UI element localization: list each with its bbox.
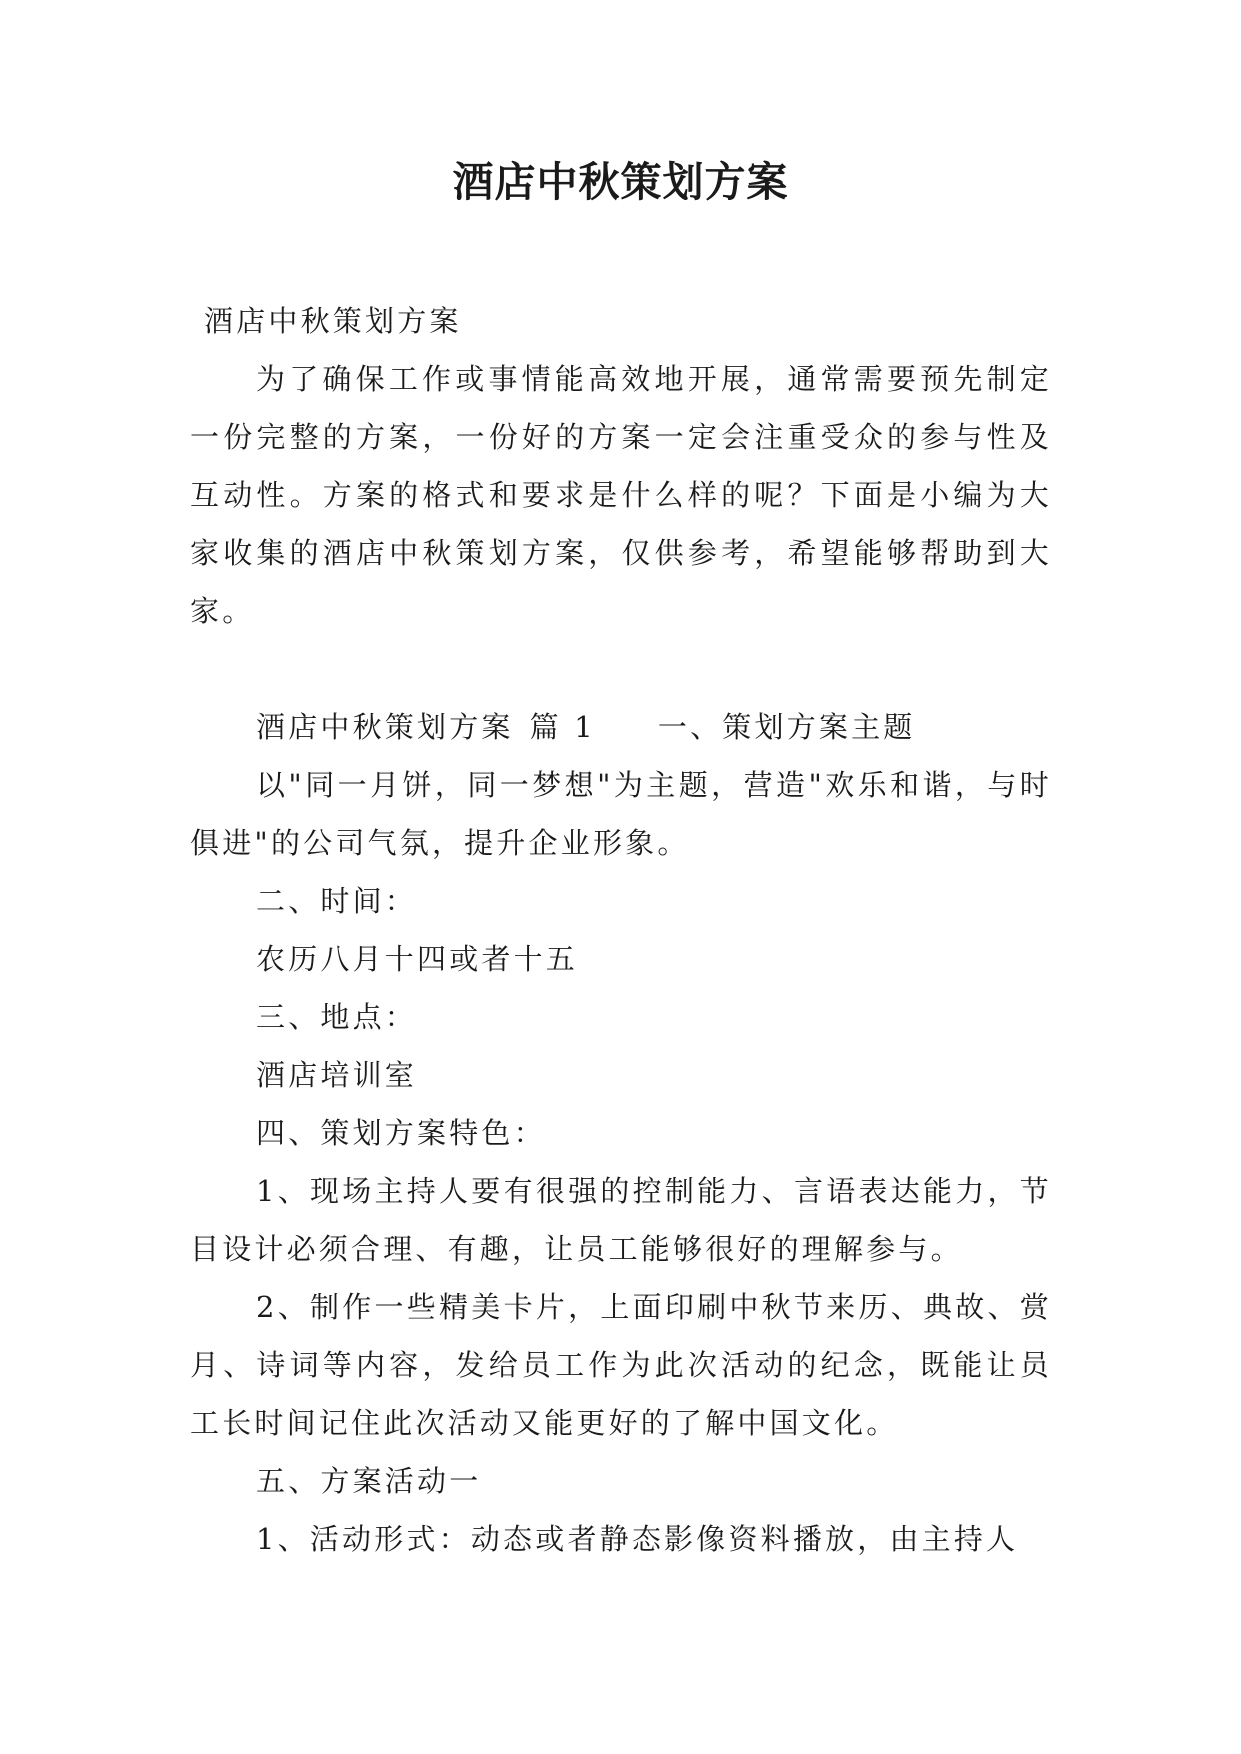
feature-item-1: 1、现场主持人要有很强的控制能力、言语表达能力，节目设计必须合理、有趣，让员工能够很好的理解参与。 bbox=[190, 1174, 1052, 1266]
part-heading: 酒店中秋策划方案 bbox=[256, 710, 514, 744]
section-features-heading: 四、策划方案特色： bbox=[256, 1116, 546, 1150]
section-theme-heading: 一、策划方案主题 bbox=[657, 710, 916, 744]
section-place-heading: 三、地点： bbox=[256, 1000, 418, 1034]
theme-paragraph: 以"同一月饼，同一梦想"为主题，营造"欢乐和谐，与时俱进"的公司气氛，提升企业形象。 bbox=[190, 768, 1052, 860]
document-subtitle: 酒店中秋策划方案 bbox=[204, 304, 462, 338]
part-heading-line bbox=[190, 698, 1052, 756]
document-body bbox=[190, 292, 1052, 1568]
feature-item-2: 2、制作一些精美卡片，上面印刷中秋节来历、典故、赏月、诗词等内容，发给员工作为此次活动的纪念，既能让员工长时间记住此次活动又能更好的了解中国文化。 bbox=[190, 1290, 1052, 1440]
place-paragraph: 酒店培训室 bbox=[256, 1058, 418, 1092]
section-activity-heading: 五、方案活动一 bbox=[256, 1464, 482, 1498]
time-paragraph: 农历八月十四或者十五 bbox=[256, 942, 579, 976]
intro-paragraph: 为了确保工作或事情能高效地开展，通常需要预先制定一份完整的方案，一份好的方案一定会注重受众的参与性及互动性。方案的格式和要求是什么样的呢？下面是小编为大家收集的酒店中秋策划方案，仅供参考，希望能够帮助到大家。 bbox=[190, 362, 1052, 628]
section-time-heading: 二、时间： bbox=[256, 884, 418, 918]
part-label: 篇 1 bbox=[529, 710, 596, 744]
paragraph-gap bbox=[190, 640, 1052, 698]
activity-item-1: 1、活动形式：动态或者静态影像资料播放，由主持人 bbox=[256, 1522, 1019, 1556]
document-title: 酒店中秋策划方案 bbox=[452, 158, 789, 206]
